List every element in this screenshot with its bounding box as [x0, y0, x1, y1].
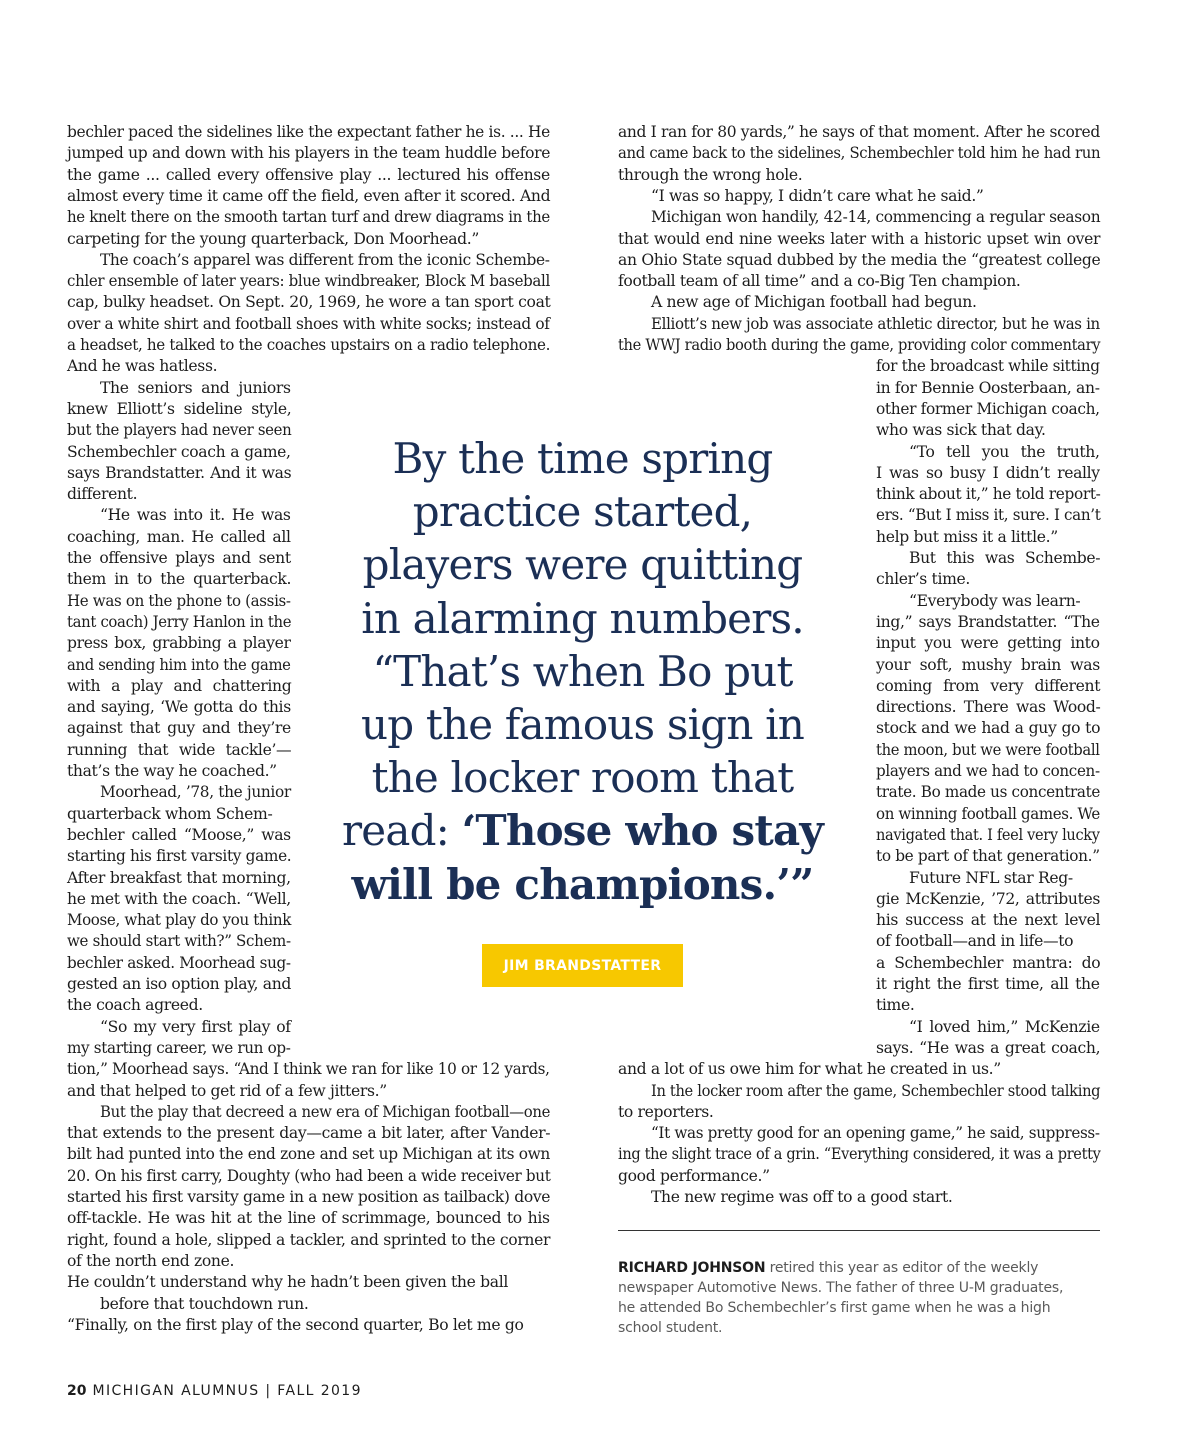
article-line: navigated that. I feel very lucky [876, 825, 1100, 844]
pull-quote-line: up the famous sign in [360, 700, 805, 750]
article-line: other former Michigan coach, [876, 399, 1100, 418]
article-line: cap, bulky headset. On Sept. 20, 1969, he wore a tan sport coat [67, 293, 551, 312]
article-line: before that touchdown run. [100, 1294, 309, 1313]
article-line: And he was hatless. [67, 357, 218, 376]
article-line: the moon, but we were football [876, 740, 1100, 759]
article-line: to be part of that generation.” [876, 847, 1100, 866]
pull-quote [340, 432, 825, 911]
article-line: the game ... called every offensive play ... lectured his offense [67, 165, 550, 184]
article-line: my starting career, we run op- [67, 1038, 291, 1057]
article-line: he knelt there on the smooth tartan turf and drew diagrams in the [67, 208, 550, 227]
article-line: but the players had never seen [67, 421, 292, 440]
article-line: bilt had punted into the end zone and set up Michigan at its own [67, 1145, 550, 1164]
article-line: good performance.” [618, 1166, 770, 1185]
article-line: and I ran for 80 yards,” he says of that moment. After he scored [618, 123, 1100, 141]
article-line: the coach agreed. [67, 996, 203, 1015]
article-line: “To tell you the truth, [909, 442, 1100, 461]
article-line: stock and we had a guy go to [876, 719, 1101, 738]
article-line: tant coach) Jerry Hanlon in the [67, 612, 292, 631]
article-line: “I was so happy, I didn’t care what he said.” [651, 186, 984, 205]
article-line: coming from very different [876, 676, 1101, 695]
article-line: a headset, he talked to the coaches upstairs on a radio telephone. [67, 336, 551, 354]
article-line: In the locker room after the game, Schembechler stood talking [651, 1081, 1101, 1100]
article-line: The coach’s apparel was different from the iconic Schembe- [100, 250, 550, 269]
article-line: “I loved him,” McKenzie [909, 1017, 1100, 1036]
article-line: But the play that decreed a new era of Michigan football—one [100, 1102, 551, 1121]
article-line: carpeting for the young quarterback, Don Moorhead.” [67, 229, 480, 248]
author-bio-line: school student. [618, 1320, 723, 1336]
article-line: ing the slight trace of a grin. “Everything considered, it was a pretty [618, 1145, 1101, 1164]
article-line: directions. There was Wood- [876, 698, 1101, 717]
article-line: of football—and in life—to [876, 932, 1074, 951]
pull-quote-prefix: read: [342, 806, 462, 856]
article-line: running that wide tackle’— [67, 740, 292, 759]
article-line: the offensive plays and sent [67, 549, 291, 567]
article-line: that would end nine weeks later with a historic upset win over [618, 229, 1101, 248]
article-line: that extends to the present day—came a bit later, after Vander- [67, 1124, 551, 1143]
article-line: on winning football games. We [876, 804, 1100, 823]
article-line: think about it,” he told report- [876, 485, 1101, 504]
article-line: But this was Schembe- [909, 549, 1101, 567]
article-line: The seniors and juniors [100, 378, 291, 397]
article-line: ing,” says Brandstatter. “The [876, 612, 1100, 631]
author-bio-line: newspaper Automotive News. The father of three U-M graduates, [618, 1280, 1064, 1296]
pull-quote-emphasis: will be champions.’” [351, 859, 814, 909]
bio-text: retired this year as editor of the weekly [765, 1260, 1039, 1276]
article-line: and saying, ‘We gotta do this [67, 698, 291, 717]
article-line: through the wrong hole. [618, 165, 803, 184]
article-line: ers. “But I miss it, sure. I can’t [876, 506, 1101, 525]
article-line: it right the first time, all the [876, 975, 1100, 993]
article-line: “Finally, on the first play of the second quarter, Bo let me go [67, 1315, 524, 1334]
article-line: for the broadcast while sitting [876, 357, 1100, 376]
article-line: I was so busy I didn’t really [876, 463, 1100, 482]
page-number: 20 [67, 1383, 87, 1399]
article-line: says Brandstatter. And it was [67, 463, 292, 482]
article-line: of the north end zone. [67, 1251, 235, 1270]
article-line: “Everybody was learn- [909, 591, 1081, 610]
article-line: Schembechler coach a game, [67, 442, 291, 461]
article-line: 20. On his first carry, Doughty (who had been a wide receiver but [67, 1166, 551, 1185]
article-line: your soft, mushy brain was [876, 655, 1100, 674]
article-line: off-tackle. He was hit at the line of scrimmage, bounced to his [67, 1209, 550, 1228]
article-line: time. [876, 996, 915, 1015]
article-line: players and we had to concen- [876, 762, 1100, 780]
article-line: who was sick that day. [876, 421, 1046, 440]
bio-divider [618, 1230, 1100, 1231]
article-line: He couldn’t understand why he hadn’t been given the ball [67, 1273, 508, 1292]
article-line: starting his first varsity game. [67, 847, 292, 866]
article-line: press box, grabbing a player [67, 634, 291, 653]
pull-quote-line: practice started, [412, 487, 753, 537]
author-bio-line [618, 1258, 1098, 1278]
article-line: quarterback whom Schem- [67, 804, 273, 823]
article-line: bechler paced the sidelines like the expectant father he is. ... He [67, 123, 550, 141]
article-line: A new age of Michigan football had begun. [651, 293, 977, 312]
article-line: trate. Bo made us concentrate [876, 783, 1101, 802]
article-line: jumped up and down with his players in the team huddle before [67, 144, 551, 163]
article-line: chler’s time. [876, 570, 971, 589]
article-line: different. [67, 485, 138, 504]
article-line: Future NFL star Reg- [909, 868, 1073, 887]
article-line: says. “He was a great coach, [876, 1038, 1101, 1057]
article-line: a Schembechler mantra: do [876, 953, 1101, 972]
article-line: bechler asked. Moorhead sug- [67, 953, 291, 972]
article-line: them in to the quarterback. [67, 570, 292, 589]
article-line: He was on the phone to (assis- [67, 591, 291, 610]
article-line: started his first varsity game in a new position as tailback) dove [67, 1188, 551, 1206]
article-line: input you were getting into [876, 634, 1100, 653]
pull-quote-line: in alarming numbers. [361, 593, 804, 643]
article-line: Moorhead, ’78, the junior [100, 783, 291, 802]
pull-quote-line [340, 858, 825, 911]
article-line: against that guy and they’re [67, 719, 291, 738]
article-line: that’s the way he coached.” [67, 762, 277, 780]
article-line: “So my very first play of [100, 1017, 291, 1036]
article-line: he met with the coach. “Well, [67, 889, 291, 908]
article-line: and came back to the sidelines, Schembechler told him he had run [618, 144, 1101, 163]
pull-quote-line [340, 804, 825, 857]
article-line: “He was into it. He was [100, 506, 291, 525]
article-line: his success at the next level [876, 911, 1101, 930]
pull-quote-line: By the time spring [392, 434, 773, 483]
article-line: an Ohio State squad dubbed by the media the “greatest college [618, 250, 1101, 269]
pull-quote-line: the locker room that [371, 753, 794, 803]
article-line: football team of all time” and a co-Big Ten champion. [618, 272, 1021, 291]
pull-quote-emphasis: ‘Those who stay [461, 806, 823, 856]
article-line: gested an iso option play, and [67, 975, 292, 993]
article-line: and sending him into the game [67, 655, 291, 674]
article-line: the WWJ radio booth during the game, providing color commentary [618, 336, 1101, 354]
article-line: chler ensemble of later years: blue windbreaker, Block M baseball [67, 272, 550, 291]
article-line: “It was pretty good for an opening game,” he said, suppress- [651, 1124, 1100, 1143]
pull-quote-line: players were quitting [362, 540, 803, 590]
article-line: in for Bennie Oosterbaan, an- [876, 378, 1100, 397]
article-line: we should start with?” Schem- [67, 932, 291, 951]
article-line: and that helped to get rid of a few jitters.” [67, 1081, 387, 1100]
article-line: right, found a hole, slipped a tackler, and sprinted to the corner [67, 1230, 551, 1249]
article-line: tion,” Moorhead says. “And I think we ran for like 10 or 12 yards, [67, 1060, 550, 1079]
article-line: to reporters. [618, 1102, 714, 1121]
article-line: Elliott’s new job was associate athletic director, but he was in [651, 314, 1100, 333]
article-line: help but miss it a little.” [876, 527, 1058, 546]
pull-quote-line: “That’s when Bo put [372, 646, 793, 696]
article-line: After breakfast that morning, [67, 868, 291, 887]
article-line: Moose, what play do you think [67, 911, 291, 930]
author-name: RICHARD JOHNSON [618, 1260, 766, 1276]
article-line: almost every time it came off the field, even after it scored. And [67, 186, 551, 205]
article-line: The new regime was off to a good start. [651, 1188, 953, 1206]
attribution-badge: JIM BRANDSTATTER [482, 944, 683, 987]
article-line: gie McKenzie, ’72, attributes [876, 889, 1101, 908]
article-line: over a white shirt and football shoes with white socks; instead of [67, 314, 550, 333]
article-line: with a play and chattering [67, 676, 292, 695]
author-bio-line: he attended Bo Schembechler’s first game when he was a high [618, 1300, 1051, 1316]
page-footer [67, 1383, 362, 1399]
publication-name: MICHIGAN ALUMNUS | FALL 2019 [92, 1383, 362, 1399]
article-line: bechler called “Moose,” was [67, 825, 291, 844]
article-line: coaching, man. He called all [67, 527, 291, 546]
article-line: and a lot of us owe him for what he created in us.” [618, 1060, 1001, 1079]
article-line: knew Elliott’s sideline style, [67, 399, 292, 418]
article-line: Michigan won handily, 42-14, commencing a regular season [651, 208, 1101, 227]
